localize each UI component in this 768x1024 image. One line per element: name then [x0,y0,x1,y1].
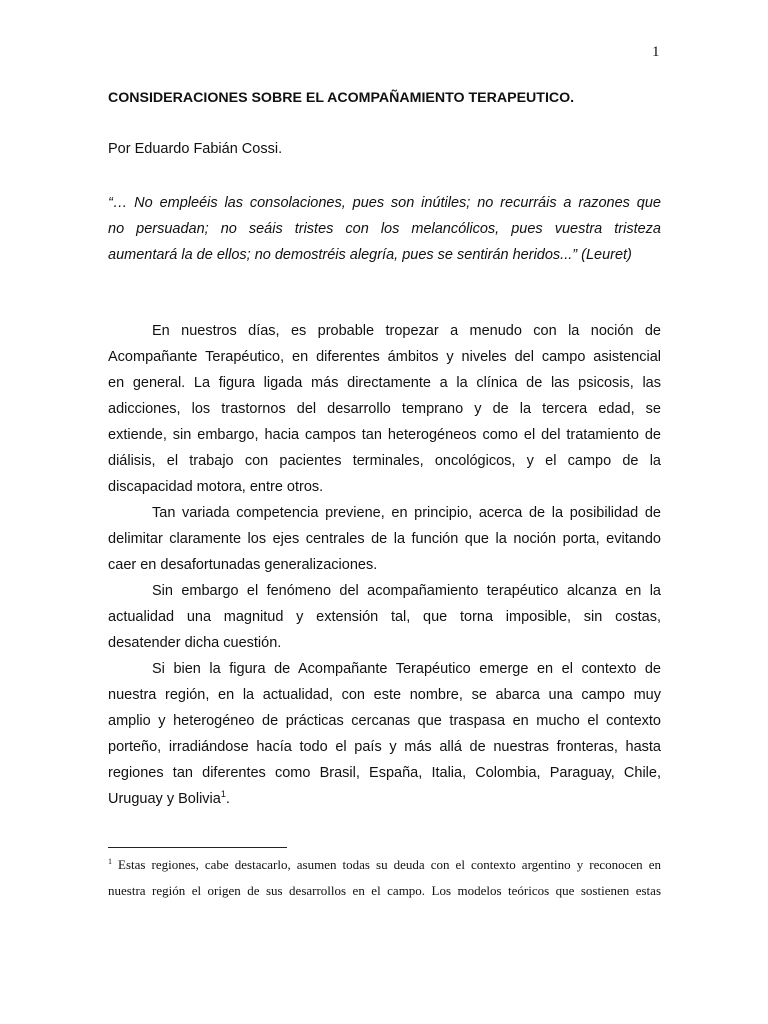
paragraph-line-text: Uruguay y Bolivia [108,791,221,807]
paragraph-line: nuestra región, en la actualidad, con este nombre, se abarca una campo muy [108,687,661,703]
epigraph-line: aumentará la de ellos; no demostréis alegría, pues se sentirán heridos...” (Leuret) [108,247,632,263]
footnote [108,852,661,904]
paragraph-line: en general. La figura ligada más directamente a la clínica de las psicosis, las [108,375,661,391]
paragraph-line: regiones tan diferentes como Brasil, España, Italia, Colombia, Paraguay, Chile, [108,765,661,781]
footnote-line [108,852,661,878]
document-title: CONSIDERACIONES SOBRE EL ACOMPAÑAMIENTO TERAPEUTICO. [108,90,575,106]
paragraph-2 [108,500,661,578]
paragraph-1 [108,318,661,500]
paragraph-line: porteño, irradiándose hacía todo el país y más allá de nuestras fronteras, hasta [108,739,661,755]
footnote-line-text: Estas regiones, cabe destacarlo, asumen todas su deuda con el contexto argentino y reconocen en [112,857,661,872]
paragraph-line: Sin embargo el fenómeno del acompañamiento terapéutico alcanza en la [152,583,661,599]
paragraph-4 [108,656,661,812]
paragraph-last-line [108,786,661,812]
footnote-reference[interactable]: 1 [220,789,226,799]
page-number: 1 [652,44,660,60]
epigraph-line: no persuadan; no seáis tristes con los melancólicos, pues vuestra tristeza [108,221,661,237]
epigraph-quote [108,190,661,268]
paragraph-line: adicciones, los trastornos del desarrollo temprano y de la tercera edad, se [108,401,661,417]
paragraph-line: Tan variada competencia previene, en principio, acerca de la posibilidad de [152,505,661,521]
footnote-line: nuestra región el origen de sus desarrollos en el campo. Los modelos teóricos que sostienen estas [108,883,661,898]
paragraph-line: extiende, sin embargo, hacia campos tan heterogéneos como el del tratamiento de [108,427,661,443]
paragraph-line: delimitar claramente los ejes centrales de la función que la noción porta, evitando [108,531,661,547]
paragraph-line: Si bien la figura de Acompañante Terapéutico emerge en el contexto de [152,661,661,677]
paragraph-line: amplio y heterogéneo de prácticas cercanas que traspasa en mucho el contexto [108,713,661,729]
footnote-divider [108,847,287,848]
paragraph-line: diálisis, el trabajo con pacientes terminales, oncológicos, y el campo de la [108,453,661,469]
footnote-marker: 1 [108,857,112,866]
paragraph-line: discapacidad motora, entre otros. [108,479,324,495]
paragraph-line: caer en desafortunadas generalizaciones. [108,557,378,573]
paragraph-line-tail: . [225,791,230,807]
paragraph-line: Acompañante Terapéutico, en diferentes ámbitos y niveles del campo asistencial [108,349,661,365]
paragraph-line: desatender dicha cuestión. [108,635,282,651]
body-text [108,318,661,812]
paragraph-3 [108,578,661,656]
epigraph-line: “… No empleéis las consolaciones, pues son inútiles; no recurráis a razones que [108,195,661,211]
paragraph-line: actualidad una magnitud y extensión tal, que torna imposible, sin costas, [108,609,661,625]
paragraph-line: En nuestros días, es probable tropezar a menudo con la noción de [152,323,661,339]
author-line: Por Eduardo Fabián Cossi. [108,141,283,157]
